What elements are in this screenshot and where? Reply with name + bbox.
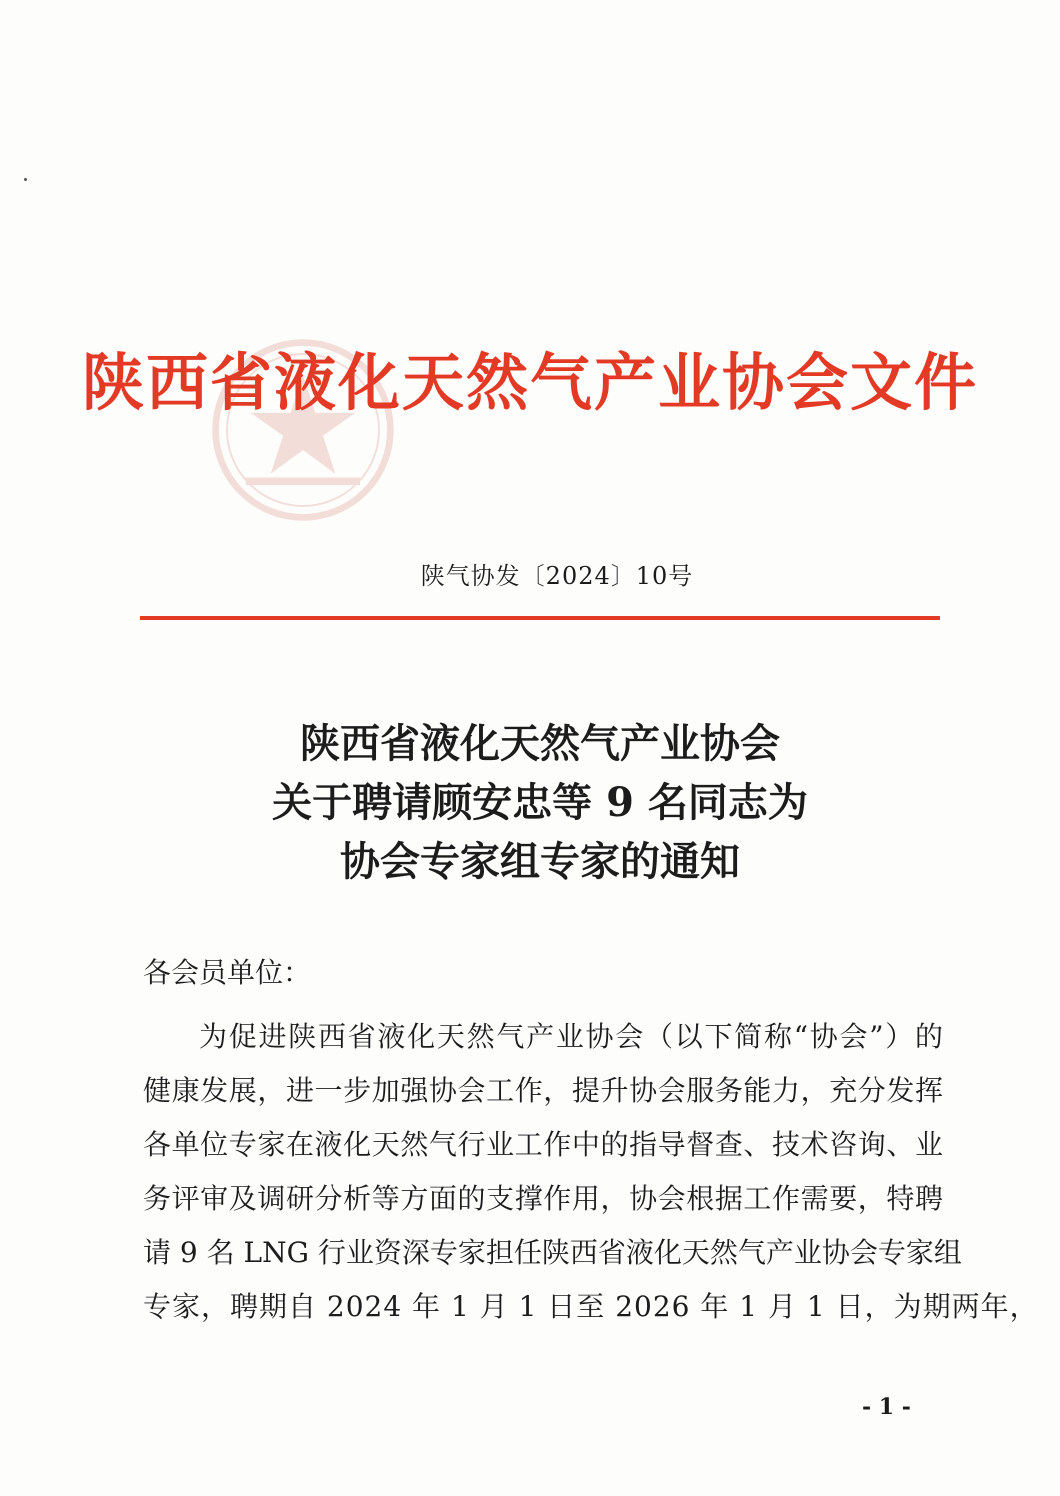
notice-title-line: 协会专家组专家的通知 [340, 838, 740, 885]
notice-title-line: 陕西省液化天然气产业协会 [300, 720, 780, 767]
body-line: 务评审及调研分析等方面的支撑作用，协会根据工作需要，特聘 [143, 1182, 943, 1215]
notice-title [0, 714, 1060, 891]
body-line: 请 9 名 LNG 行业资深专家担任陕西省液化天然气产业协会专家组 [143, 1236, 962, 1269]
scan-speck [24, 178, 27, 181]
body-line: 健康发展，进一步加强协会工作，提升协会服务能力，充分发挥 [143, 1074, 943, 1107]
page-number: - 1 - [862, 1394, 911, 1420]
body-line: 专家，聘期自 2024 年 1 月 1 日至 2026 年 1 月 1 日，为期两年， [143, 1290, 1039, 1323]
header-red-rule [140, 616, 940, 620]
body-line: 为促进陕西省液化天然气产业协会（以下简称“协会”）的 [199, 1020, 943, 1053]
notice-title-line: 关于聘请顾安忠等 9 名同志为 [272, 779, 808, 826]
notice-body [143, 1010, 1039, 1334]
document-number: 陕气协发〔2024〕10号 [420, 562, 694, 590]
body-line: 各单位专家在液化天然气行业工作中的指导督查、技术咨询、业 [143, 1128, 943, 1161]
issuing-org-file-title: 陕西省液化天然气产业协会文件 [81, 346, 978, 419]
salutation: 各会员单位： [143, 956, 312, 989]
